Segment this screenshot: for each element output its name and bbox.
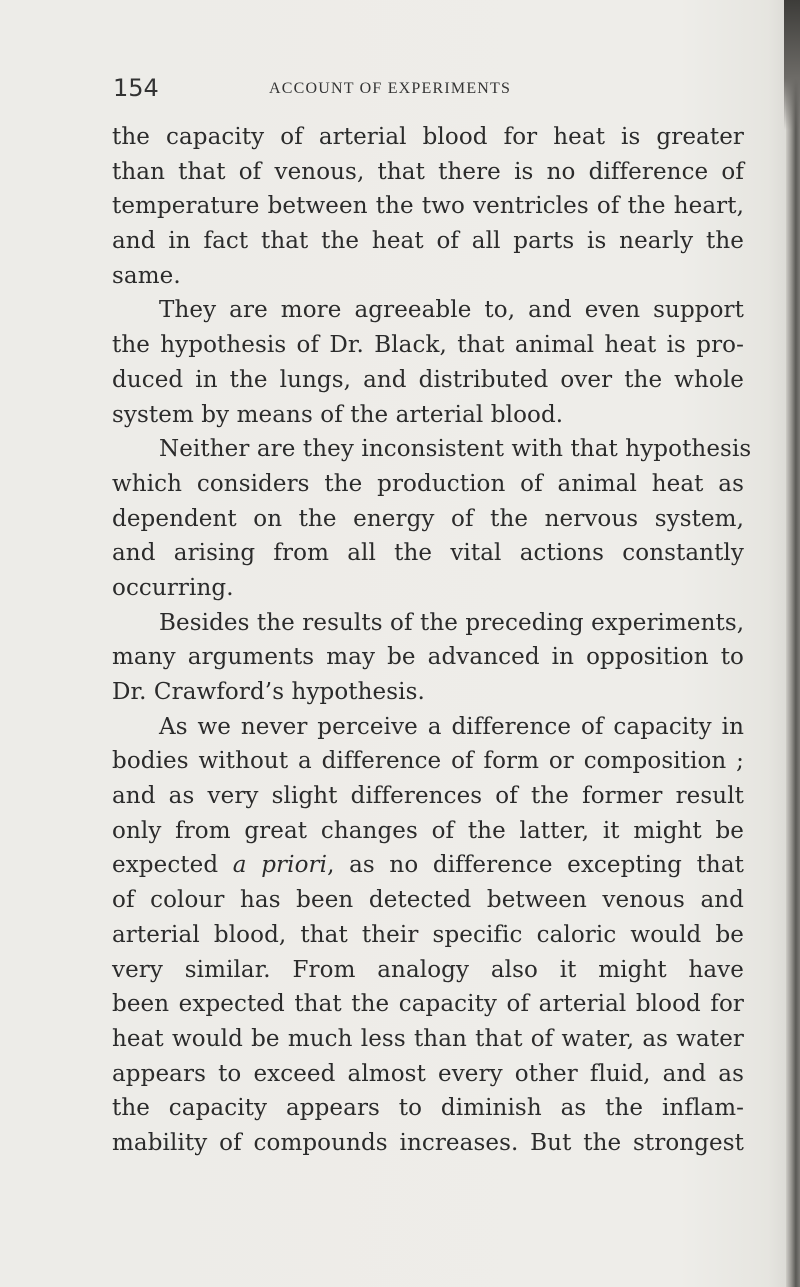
text-line-italic [112,848,744,883]
page-number: 154 [113,74,159,102]
text-line: Neither are they inconsistent with that hypothesis [159,436,752,463]
page-edge-shadow [786,0,800,1287]
running-head: ACCOUNT OF EXPERIMENTS [269,80,512,97]
text-line: the capacity of arterial blood for heat is greater [112,124,744,150]
text-line: the hypothesis of Dr. Black, that animal heat is pro- [112,332,744,359]
text-line: system by means of the arterial blood. [112,401,564,428]
text-run: , as no difference excepting that [327,852,744,879]
text-line: only from great changes of the latter, it might be [112,817,744,844]
text-line: Dr. Crawford’s hypothesis. [112,679,425,705]
text-line: of colour has been detected between venous and [112,887,744,914]
text-line: bodies without a difference of form or composition ; [112,748,744,775]
body-text [112,120,752,1161]
text-line: occurring. [112,574,234,601]
text-line: same. [112,262,181,289]
italic-phrase: a priori [232,852,328,879]
text-line: heat would be much less than that of water, as water [112,1025,744,1052]
text-line: Besides the results of the preceding experiments, [159,609,745,636]
text-line: temperature between the two ventricles of the heart, [112,193,744,220]
text-line: appears to exceed almost every other fluid, and as [112,1060,744,1087]
text-line: which considers the production of animal heat as [112,470,744,497]
text-line: the capacity appears to diminish as the inflam- [112,1095,744,1122]
text-line: duced in the lungs, and distributed over the whole [112,366,744,393]
text-line: They are more agreeable to, and even support [159,297,744,324]
text-line: and as very slight differences of the former result [112,783,744,810]
text-line: mability of compounds increases. But the strongest [112,1129,744,1156]
text-line: than that of venous, that there is no difference of [112,158,744,185]
text-line: arterial blood, that their specific caloric would be [112,921,744,948]
text-line: and arising from all the vital actions constantly [112,540,744,567]
page-edge-corner [784,0,800,130]
text-line: been expected that the capacity of arterial blood for [112,991,744,1018]
text-line: many arguments may be advanced in opposition to [112,644,744,671]
text-line: very similar. From analogy also it might have [112,956,744,983]
text-run: expected [112,852,233,879]
text-line: dependent on the energy of the nervous system, [112,505,744,532]
page-header [113,74,613,104]
text-line: As we never perceive a difference of capacity in [159,713,744,740]
text-line: and in fact that the heat of all parts is nearly the [112,228,744,255]
